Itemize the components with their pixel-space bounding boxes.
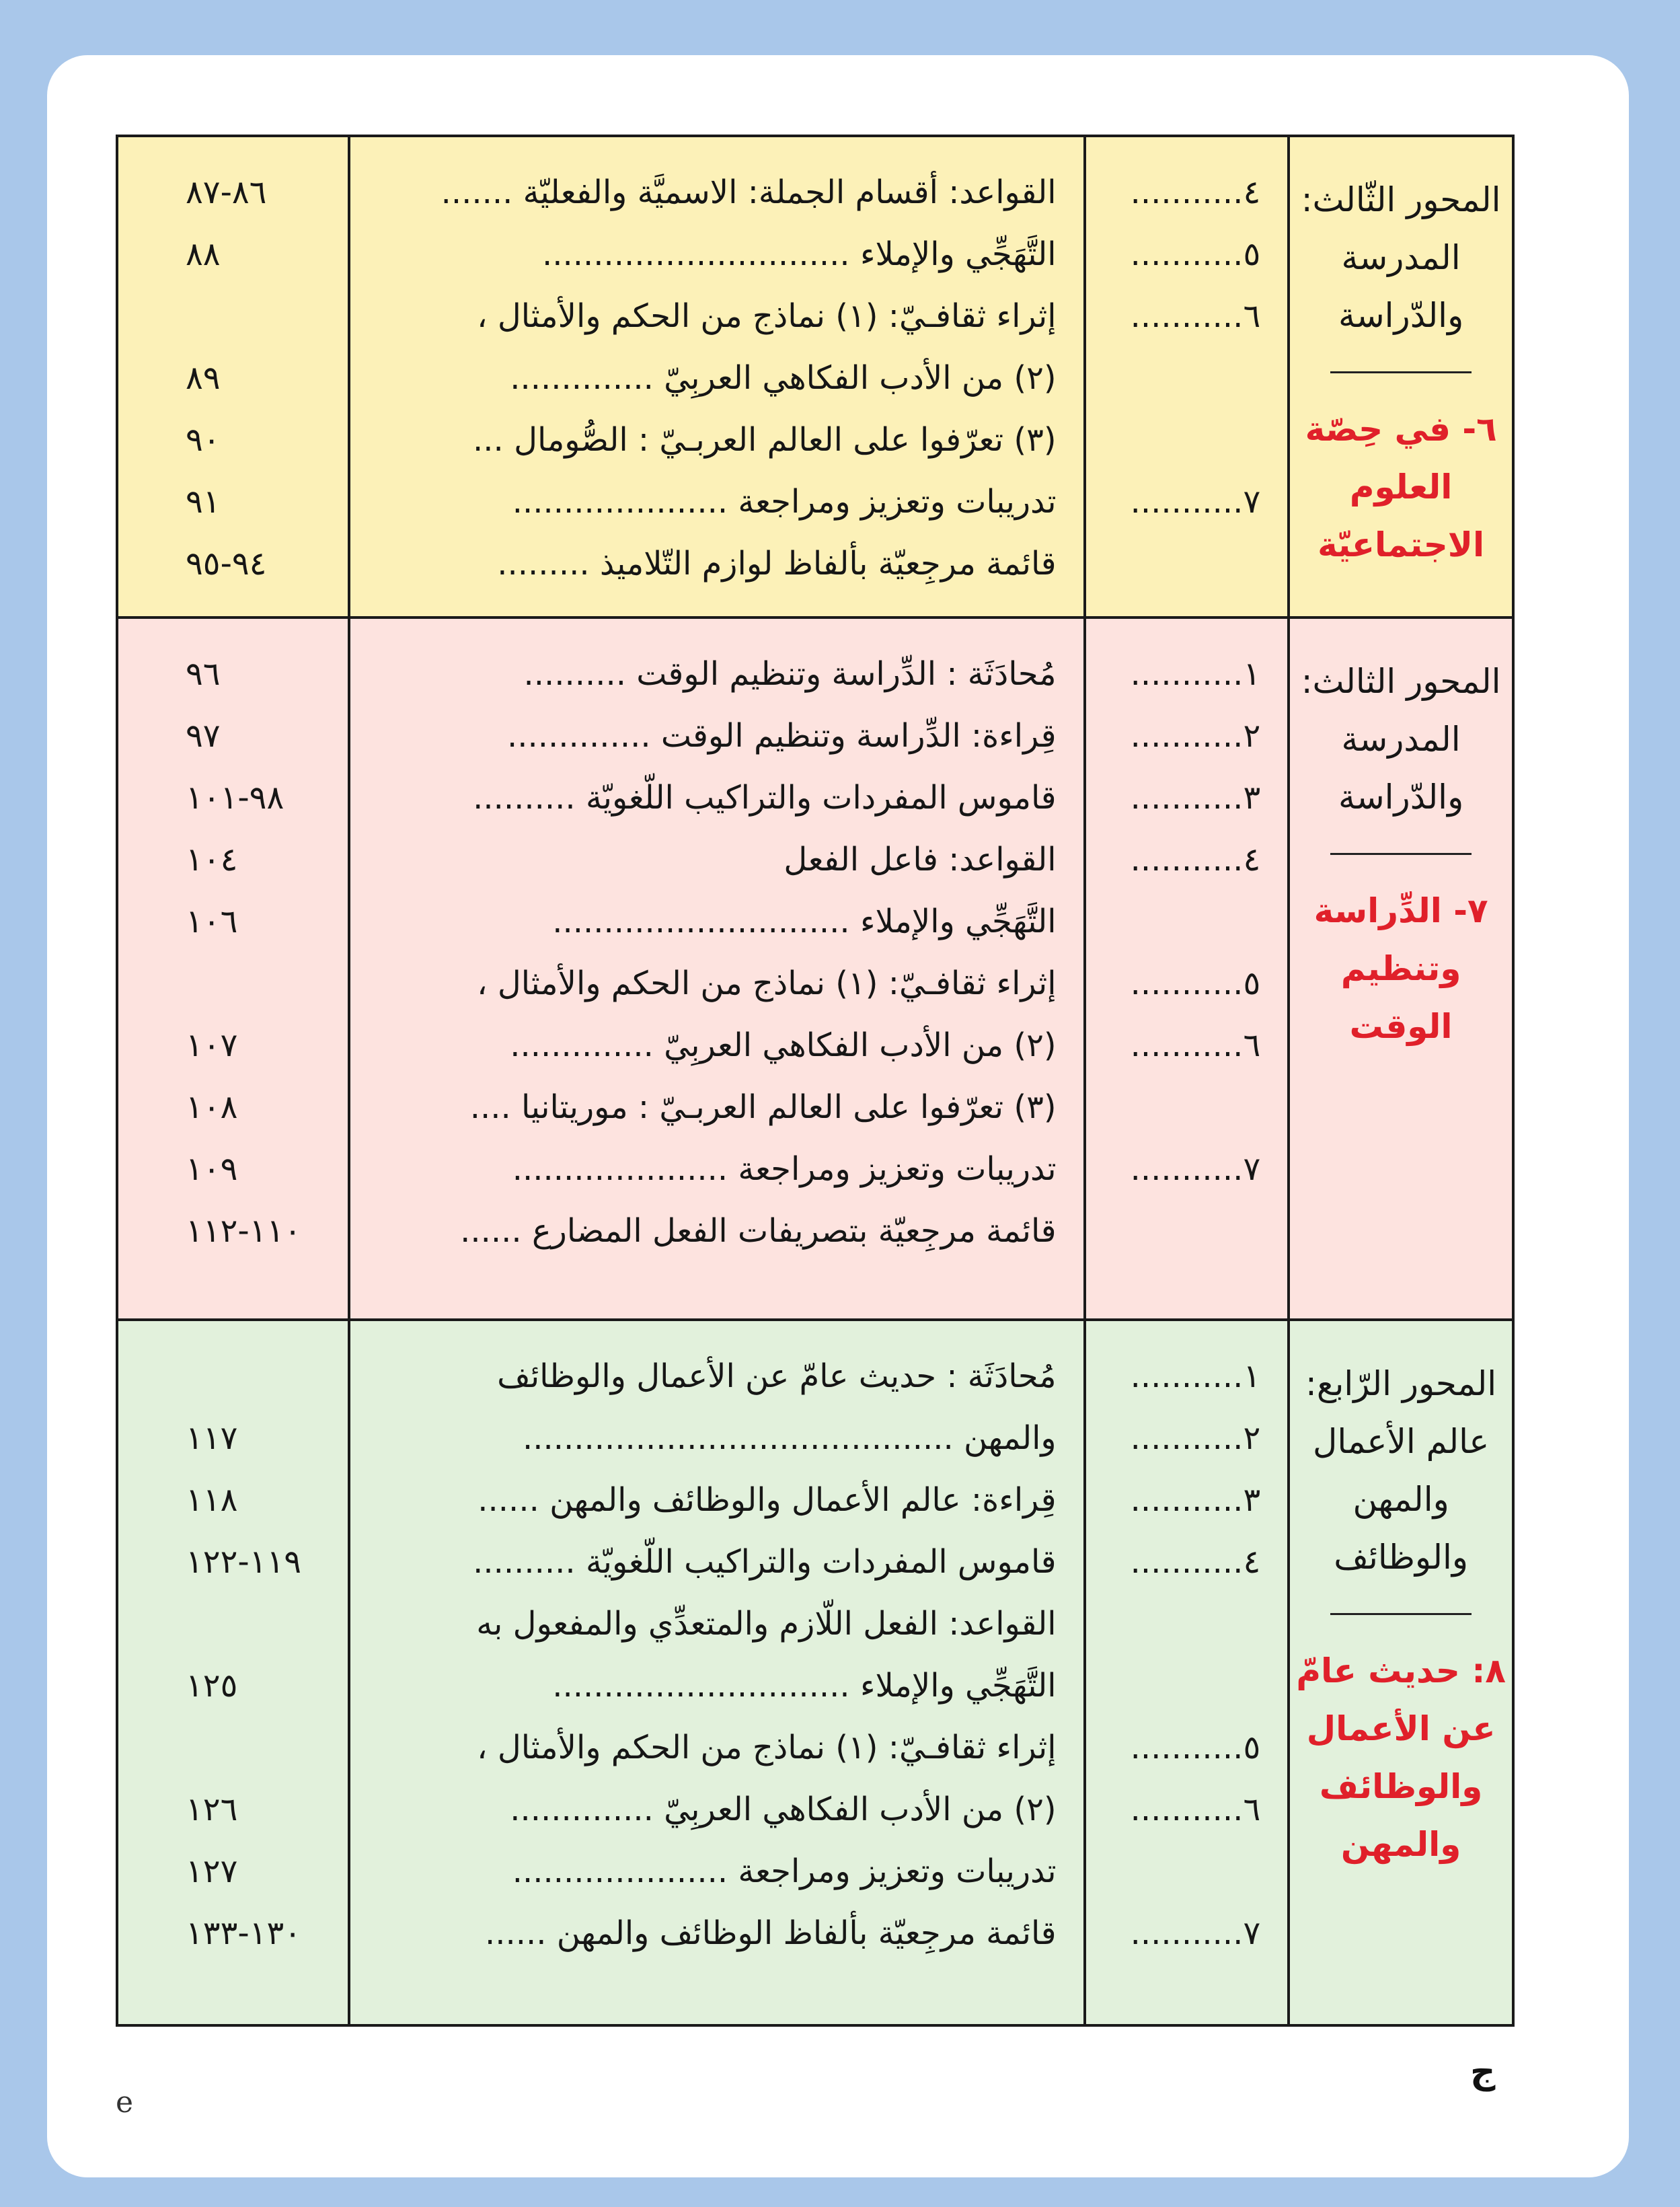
page-number: ٩٨-١٠١ (186, 779, 284, 817)
page-number (118, 952, 348, 1014)
lesson-title: قاموس المفردات والتراكيب اللّغويّة .......... (473, 1543, 1057, 1581)
page-number-cell (117, 1320, 349, 2025)
lesson-title: (٣) تعرّفوا على العالم العربـيّ : الصُّومال ... (473, 421, 1057, 459)
page-number: ٩٧ (186, 717, 221, 755)
page-number: ٨٦-٨٧ (186, 174, 267, 211)
lesson-title: (٢) من الأدب الفكاهي العربِيّ .............. (510, 1026, 1057, 1064)
lesson-number: ٥........... (1130, 1729, 1261, 1766)
lesson-number: ٣........... (1130, 1481, 1261, 1519)
lesson-number (1086, 891, 1288, 952)
lesson-title: قائمة مرجِعيّة بألفاظ الوظائف والمهن ...... (484, 1914, 1057, 1952)
page-number: ١٠٦ (186, 903, 238, 940)
lesson-number: ٤........... (1130, 1543, 1261, 1581)
lesson-title: قائمة مرجِعيّة بتصريفات الفعل المضارع ...... (460, 1212, 1057, 1250)
page-number: ١٢٥ (186, 1667, 238, 1705)
divider (1330, 853, 1472, 855)
lesson-title: (٢) من الأدب الفكاهي العربِيّ .............. (510, 1791, 1057, 1828)
axis-title: المحور الرّابع: عالم الأعمال والمهن والوظائف (1305, 1364, 1497, 1577)
lesson-title: تدريبات وتعزيز ومراجعة ..................... (512, 1150, 1057, 1188)
page-number: ١٠٤ (186, 841, 238, 878)
axis-title: المحور الثالث: المدرسة والدّراسة (1301, 662, 1501, 817)
lesson-number (1086, 1076, 1288, 1138)
page-number: ٩٤-٩٥ (186, 545, 267, 583)
lesson-number: ٧........... (1130, 1914, 1261, 1952)
toc-body (117, 136, 1513, 2025)
page-number: ٨٩ (186, 359, 221, 397)
page-number (118, 1593, 348, 1655)
page-number-cell (117, 136, 349, 618)
lesson-title: القواعد: أقسام الجملة: الاسميَّة والفعليّة ....... (441, 174, 1057, 211)
lesson-title: التَّهَجِّي والإملاء ............................. (552, 1667, 1057, 1705)
lesson-title: مُحادَثَة : الدِّراسة وتنظيم الوقت .......... (523, 655, 1057, 693)
lesson-title: إثراء ثقافـيّ: (١) نماذج من الحكم والأمثال ، (477, 965, 1057, 1002)
axis-title: المحور الثّالث: المدرسة والدّراسة (1301, 180, 1501, 335)
page-number: ١٠٩ (186, 1150, 238, 1188)
page-number: ١٣٠-١٣٣ (186, 1914, 302, 1952)
unit-cell (1289, 136, 1513, 618)
lesson-title: تدريبات وتعزيز ومراجعة ..................... (512, 1853, 1057, 1890)
lesson-title: إثراء ثقافـيّ: (١) نماذج من الحكم والأمثال ، (477, 297, 1057, 335)
page-number: ٩٠ (186, 421, 221, 459)
table-of-contents (116, 135, 1515, 2027)
lesson-title: تدريبات وتعزيز ومراجعة ..................... (512, 483, 1057, 521)
section-row (117, 618, 1513, 1320)
lesson-title: قِراءة: الدِّراسة وتنظيم الوقت .............. (506, 717, 1057, 755)
lesson-title: (٣) تعرّفوا على العالم العربـيّ : موريتانيا .... (469, 1088, 1057, 1126)
page-number: ١١٨ (186, 1481, 238, 1519)
page-number-cell (117, 618, 349, 1320)
lesson-number (1086, 1200, 1288, 1262)
lesson-title: قاموس المفردات والتراكيب اللّغويّة .......... (473, 779, 1057, 817)
lesson-number: ٥........... (1130, 235, 1261, 273)
lesson-title-cell (349, 618, 1085, 1320)
page-number: ١١٠-١١٢ (186, 1212, 302, 1250)
section-row (117, 136, 1513, 618)
unit-title: ٦- في حِصّة العلوم الاجتماعيّة (1305, 410, 1497, 564)
lesson-number: ٤........... (1130, 174, 1261, 211)
lesson-number: ٦........... (1130, 297, 1261, 335)
page-number (118, 285, 348, 347)
lesson-number-cell (1085, 1320, 1289, 2025)
unit-cell (1289, 618, 1513, 1320)
lesson-number (1086, 1593, 1288, 1655)
page-number: ١١٩-١٢٢ (186, 1543, 302, 1581)
lesson-number (1086, 409, 1288, 471)
lesson-number: ٤........... (1130, 841, 1261, 878)
lesson-title: (٢) من الأدب الفكاهي العربِيّ .............. (510, 359, 1057, 397)
page-number: ١٢٦ (186, 1791, 238, 1828)
lesson-title: مُحادَثَة : حديث عامّ عن الأعمال والوظائف (497, 1357, 1057, 1395)
lesson-number: ٢........... (1130, 1419, 1261, 1457)
page-number: ٨٨ (186, 235, 221, 273)
unit-title: ٨: حديث عامّ عن الأعمال والوظائف والمهن (1296, 1651, 1506, 1864)
lesson-number (1086, 533, 1288, 595)
lesson-number: ٧........... (1130, 483, 1261, 521)
divider (1330, 1613, 1472, 1615)
page-number (118, 1345, 348, 1407)
lesson-title: القواعد: فاعل الفعل (784, 841, 1057, 878)
lesson-title: التَّهَجِّي والإملاء .............................. (541, 235, 1057, 273)
lesson-number: ٥........... (1130, 965, 1261, 1002)
page-number (118, 1717, 348, 1779)
page-letter: ج (1470, 2052, 1496, 2092)
lesson-number-cell (1085, 618, 1289, 1320)
lesson-title: إثراء ثقافـيّ: (١) نماذج من الحكم والأمثال ، (477, 1729, 1057, 1766)
lesson-number (1086, 1840, 1288, 1902)
lesson-number-cell (1085, 136, 1289, 618)
lesson-number: ١........... (1130, 1357, 1261, 1395)
lesson-title-cell (349, 136, 1085, 618)
page-number: ١١٧ (186, 1419, 238, 1457)
lesson-number: ٢........... (1130, 717, 1261, 755)
footer-left-mark: e (116, 2085, 134, 2120)
page-number: ٩٦ (186, 655, 221, 693)
unit-cell (1289, 1320, 1513, 2025)
lesson-number: ٧........... (1130, 1150, 1261, 1188)
lesson-title-cell (349, 1320, 1085, 2025)
lesson-title: التَّهَجِّي والإملاء ............................. (552, 903, 1057, 940)
lesson-title: القواعد: الفعل اللّازم والمتعدِّي والمفعول به (476, 1605, 1057, 1643)
lesson-title: قِراءة: عالم الأعمال والوظائف والمهن ...... (478, 1481, 1057, 1519)
lesson-number (1086, 347, 1288, 409)
lesson-number (1086, 1655, 1288, 1717)
lesson-number: ٣........... (1130, 779, 1261, 817)
section-row (117, 1320, 1513, 2025)
lesson-title: قائمة مرجِعيّة بألفاظ لوازم التّلاميذ ......... (497, 545, 1057, 583)
divider (1330, 371, 1472, 373)
lesson-title: والمهن .......................................... (522, 1419, 1057, 1457)
page-number: ١٠٧ (186, 1026, 238, 1064)
page-number: ١٠٨ (186, 1088, 238, 1126)
page-number: ١٢٧ (186, 1853, 238, 1890)
lesson-number: ٦........... (1130, 1791, 1261, 1828)
unit-title: ٧- الدِّراسة وتنظيم الوقت (1313, 891, 1488, 1046)
lesson-number: ٦........... (1130, 1026, 1261, 1064)
lesson-number: ١........... (1130, 655, 1261, 693)
page-number: ٩١ (186, 483, 221, 521)
